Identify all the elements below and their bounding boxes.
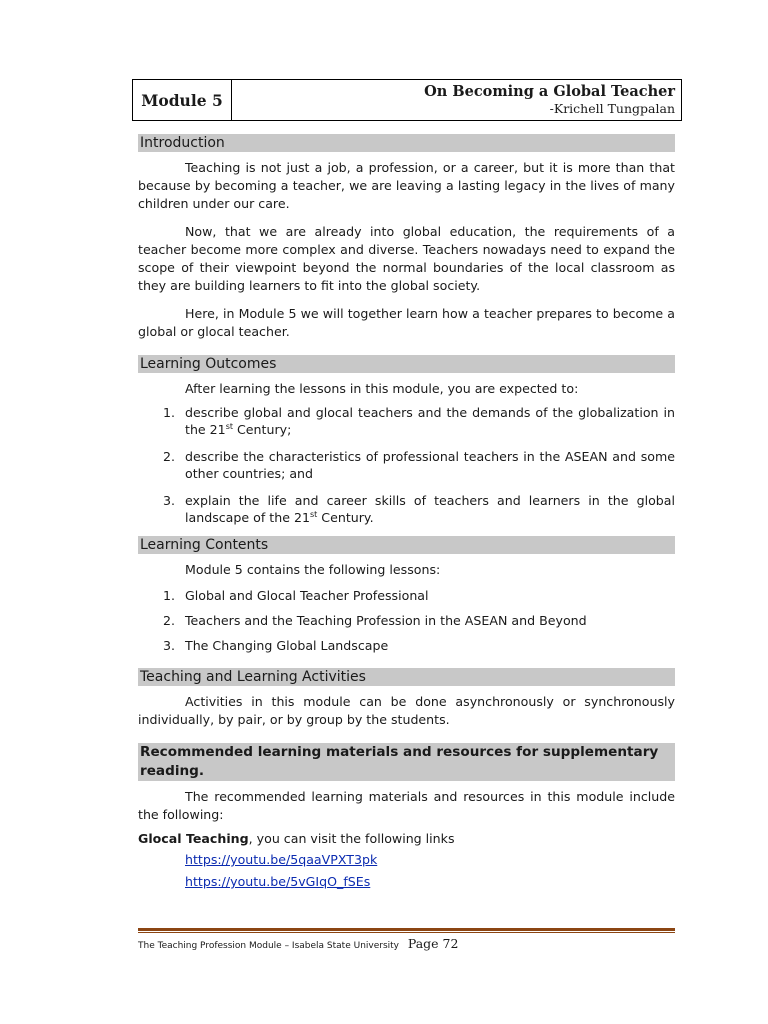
- list-item: 2. Teachers and the Teaching Profession in the ASEAN and Beyond: [163, 613, 587, 628]
- list-item: 3. explain the life and career skills of teachers and learners in the global landscape of the 21st Century.: [163, 493, 675, 525]
- resources-paragraph: The recommended learning materials and resources in this module include the following:: [138, 789, 675, 822]
- list-item: 1. describe global and glocal teachers and the demands of the globalization in the 21st Century;: [163, 405, 675, 437]
- outcomes-heading: Learning Outcomes: [138, 355, 675, 373]
- module-label: Module 5: [133, 80, 232, 120]
- resource-link-2[interactable]: https://youtu.be/5vGIqO_fSEs: [185, 874, 371, 889]
- list-item: 3. The Changing Global Landscape: [163, 638, 389, 653]
- activities-heading: Teaching and Learning Activities: [138, 668, 675, 686]
- module-title: On Becoming a Global Teacher: [424, 83, 675, 100]
- footer-text: The Teaching Profession Module – Isabela State University: [138, 941, 399, 951]
- list-item: 1. Global and Glocal Teacher Professional: [163, 588, 429, 603]
- intro-paragraph-1: Teaching is not just a job, a profession, or a career, but it is more than that because by becoming a teacher, we are leaving a lasting legacy in the lives of many children under our care.: [138, 160, 675, 211]
- intro-paragraph-3: Here, in Module 5 we will together learn how a teacher prepares to become a global or glocal teacher.: [138, 306, 675, 339]
- resources-topic: Glocal Teaching, you can visit the following links: [138, 831, 455, 846]
- page-number: Page 72: [407, 936, 459, 951]
- topic-title: Glocal Teaching: [138, 831, 249, 846]
- introduction-heading: Introduction: [138, 134, 675, 152]
- footer-divider: [138, 928, 675, 931]
- contents-intro: Module 5 contains the following lessons:: [185, 562, 441, 577]
- main-content: [138, 134, 675, 895]
- resource-link-1[interactable]: https://youtu.be/5qaaVPXT3pk: [185, 852, 378, 867]
- module-author: -Krichell Tungpalan: [549, 101, 675, 116]
- list-item: 2. describe the characteristics of professional teachers in the ASEAN and some other countries; and: [163, 449, 675, 481]
- module-header: [132, 79, 682, 121]
- outcomes-list: [138, 404, 675, 526]
- activities-paragraph: Activities in this module can be done asynchronously or synchronously individually, by pair, or by group by the students.: [138, 694, 675, 727]
- resources-heading: Recommended learning materials and resources for supplementary reading.: [138, 743, 675, 781]
- page-footer: [138, 937, 458, 953]
- outcomes-intro: After learning the lessons in this module, you are expected to:: [185, 381, 579, 396]
- resource-links: [138, 851, 675, 891]
- contents-heading: Learning Contents: [138, 536, 675, 554]
- contents-list: [138, 587, 675, 654]
- footer-divider-thin: [138, 932, 675, 933]
- intro-paragraph-2: Now, that we are already into global education, the requirements of a teacher become more complex and diverse. Teachers nowadays need to expand the scope of their viewpoint beyond the normal boundaries of the local classroom as they are building learners to fit into the global society.: [138, 224, 675, 293]
- module-title-block: [232, 80, 681, 120]
